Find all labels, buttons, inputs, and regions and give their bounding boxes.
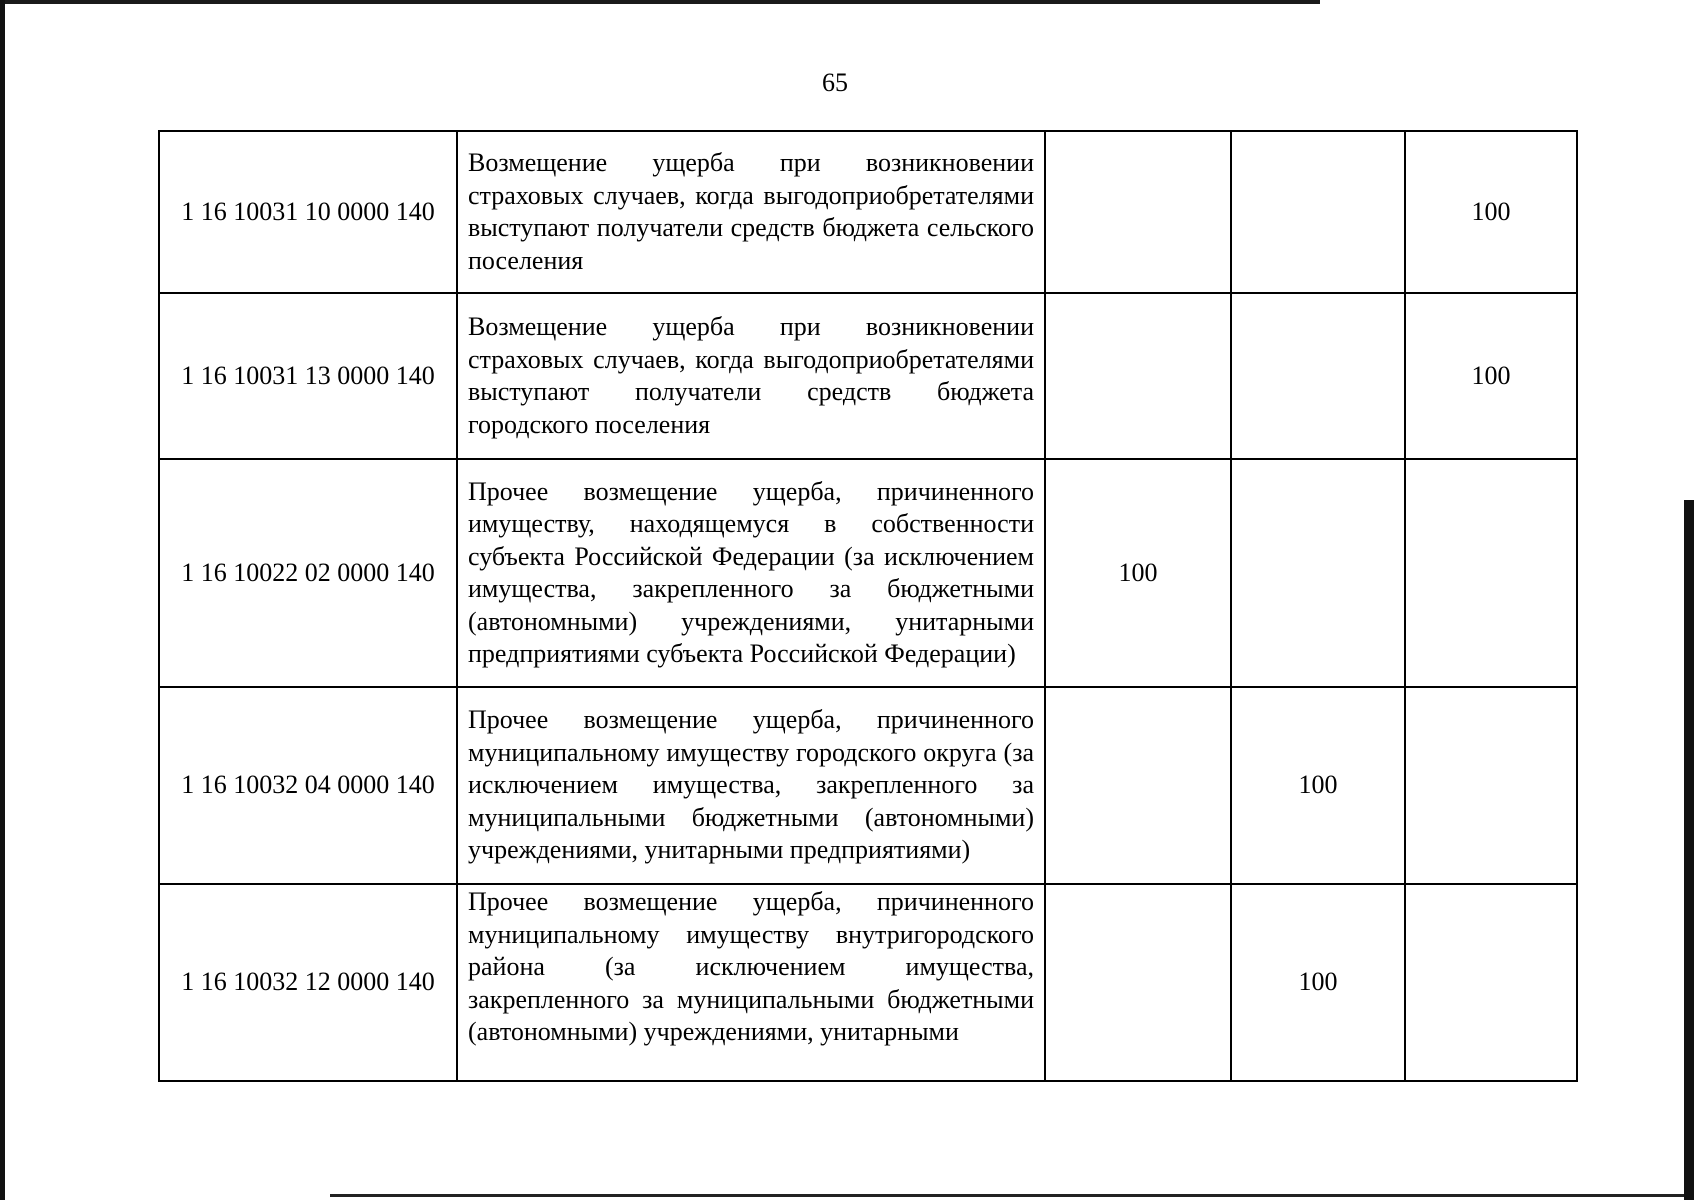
revenue-code-table (158, 130, 1578, 1082)
row-code: 1 16 10032 04 0000 140 (159, 687, 457, 884)
row-description-cell (457, 131, 1045, 293)
row-value-col3: 100 (1405, 293, 1577, 459)
row-description-cell (457, 293, 1045, 459)
scan-top-border (0, 0, 1320, 4)
row-description-cell (457, 459, 1045, 687)
row-value-col3 (1405, 687, 1577, 884)
scan-left-border (0, 0, 5, 1200)
row-code: 1 16 10032 12 0000 140 (159, 884, 457, 1081)
row-value-col1 (1045, 131, 1231, 293)
row-code: 1 16 10022 02 0000 140 (159, 459, 457, 687)
row-value-col1: 100 (1045, 459, 1231, 687)
table-row (159, 884, 1577, 1081)
row-description: Прочее возмещение ущерба, причиненного имуществу, находящемуся в собственности субъекта Российской Федерации (за исключением имущества, закрепленного за бюджетными (автономными) учреждениями, унитарными предприятиями субъекта Российской Федерации) (468, 476, 1034, 668)
row-description: Возмещение ущерба при возникновении страховых случаев, когда выгодоприобретателями выступают получатели средств бюджета городского поселения (468, 312, 1034, 439)
row-value-col1 (1045, 884, 1231, 1081)
table-row (159, 131, 1577, 293)
row-value-col2: 100 (1231, 884, 1405, 1081)
row-value-col2 (1231, 459, 1405, 687)
scan-right-border (1684, 500, 1694, 1200)
row-value-col2 (1231, 131, 1405, 293)
row-description-cell (457, 687, 1045, 884)
table-row (159, 293, 1577, 459)
row-description-cell (457, 884, 1045, 1081)
row-code: 1 16 10031 10 0000 140 (159, 131, 457, 293)
table-row (159, 687, 1577, 884)
row-code: 1 16 10031 13 0000 140 (159, 293, 457, 459)
row-description: Прочее возмещение ущерба, причиненного муниципальному имуществу внутригородского района (за исключением имущества, закрепленного за муниципальными бюджетными (автономными) учреждениями, унитарными (468, 887, 1034, 1046)
row-value-col3 (1405, 884, 1577, 1081)
scan-bottom-border (330, 1194, 1694, 1197)
row-description: Прочее возмещение ущерба, причиненного муниципальному имуществу городского округа (за исключением имущества, закрепленного за муниципальными бюджетными (автономными) учреждениями, унитарными предприятиями) (468, 705, 1034, 865)
row-value-col1 (1045, 293, 1231, 459)
row-description: Возмещение ущерба при возникновении страховых случаев, когда выгодоприобретателями выступают получатели средств бюджета сельского поселения (468, 148, 1034, 275)
row-value-col3: 100 (1405, 131, 1577, 293)
row-value-col2: 100 (1231, 687, 1405, 884)
row-value-col2 (1231, 293, 1405, 459)
row-value-col3 (1405, 459, 1577, 687)
row-value-col1 (1045, 687, 1231, 884)
page-number: 65 (822, 68, 848, 97)
table-row (159, 459, 1577, 687)
